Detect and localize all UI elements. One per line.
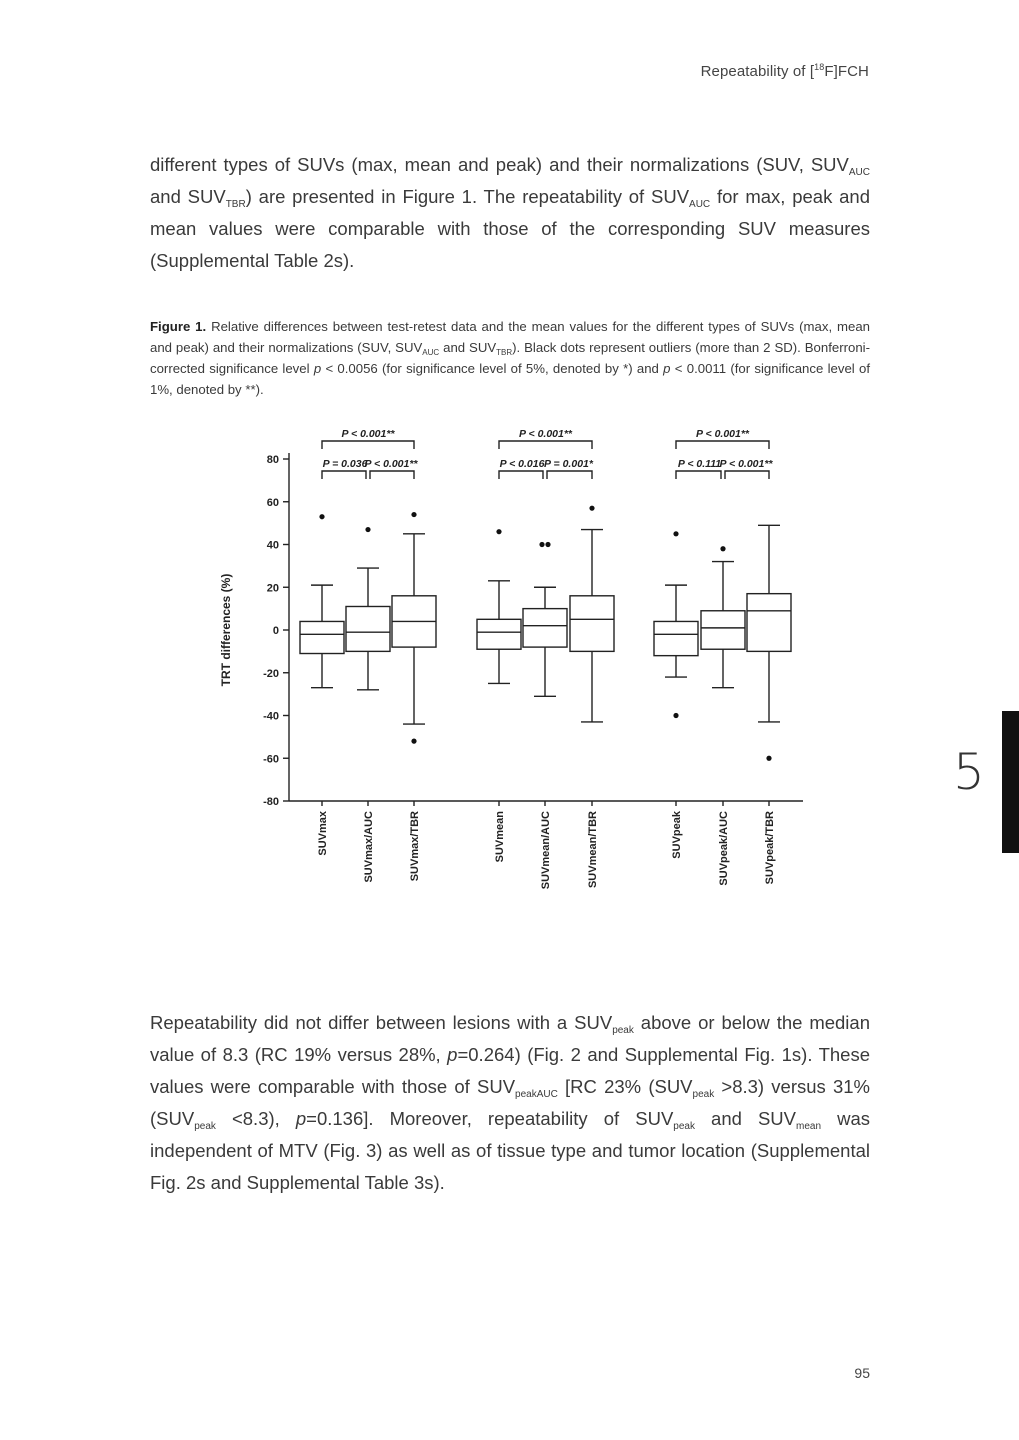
significance-label: P < 0.111 bbox=[677, 458, 722, 470]
significance-bracket bbox=[322, 441, 414, 449]
x-category-label: SUVmean/AUC bbox=[540, 811, 552, 890]
box-iqr bbox=[346, 606, 390, 651]
significance-label: P < 0.001** bbox=[364, 458, 418, 470]
box-iqr bbox=[477, 619, 521, 649]
outlier-dot bbox=[720, 546, 725, 551]
outlier-dot bbox=[496, 529, 501, 534]
box-iqr bbox=[300, 621, 344, 653]
text-run: < 0.0011 (for significance level of 1%, denoted by **). bbox=[150, 361, 870, 397]
subscript: peakAUC bbox=[515, 1089, 558, 1100]
text-run: and SUV bbox=[439, 340, 497, 355]
x-category-label: SUVpeak/AUC bbox=[718, 811, 730, 886]
significance-bracket bbox=[676, 471, 721, 479]
box-iqr bbox=[701, 611, 745, 649]
outlier-dot bbox=[673, 531, 678, 536]
outlier-dot bbox=[545, 542, 550, 547]
y-axis-title: TRT differences (%) bbox=[219, 573, 233, 687]
y-tick-label: -60 bbox=[263, 753, 279, 766]
text-run: >8.3) versus 31% (SUV bbox=[150, 1076, 870, 1129]
page-number: 95 bbox=[854, 1365, 870, 1381]
text-run: above or below the median value of 8.3 (RC 19% versus 28%, bbox=[150, 1012, 870, 1065]
text-run: ) are presented in Figure 1. The repeatability of SUV bbox=[245, 186, 690, 207]
significance-bracket bbox=[322, 471, 366, 479]
subscript: TBR bbox=[496, 348, 513, 357]
text-run: and SUV bbox=[150, 186, 226, 207]
y-tick-label: -80 bbox=[263, 796, 279, 808]
text-run: different types of SUVs (max, mean and peak) and their normalizations (SUV, SUV bbox=[150, 154, 849, 175]
x-category-label: SUVmax/AUC bbox=[363, 811, 375, 883]
subscript: peak bbox=[673, 1121, 695, 1132]
significance-bracket bbox=[370, 471, 414, 479]
outlier-dot bbox=[411, 512, 416, 517]
y-tick-label: 0 bbox=[272, 625, 279, 637]
significance-bracket bbox=[676, 441, 769, 449]
y-tick-label: 40 bbox=[266, 539, 279, 552]
outlier-dot bbox=[673, 713, 678, 718]
italic-p: p bbox=[663, 361, 671, 376]
text-run: and SUV bbox=[694, 1108, 797, 1129]
outlier-dot bbox=[539, 542, 544, 547]
chapter-tab bbox=[1002, 711, 1019, 853]
subscript: mean bbox=[796, 1121, 822, 1132]
significance-label: P < 0.001** bbox=[695, 428, 750, 440]
y-tick-label: 20 bbox=[266, 582, 279, 595]
outlier-dot bbox=[589, 506, 594, 511]
x-category-label: SUVpeak/TBR bbox=[764, 811, 776, 885]
significance-bracket bbox=[547, 471, 592, 479]
text-run: Relative differences between test-retest data and the mean values for the different types of SUVs (max, mean and peak) and their normalizations (SUV, SUV bbox=[150, 319, 870, 355]
subscript: AUC bbox=[422, 348, 440, 357]
text-run: =0.136]. Moreover, repeatability of SUV bbox=[306, 1108, 674, 1129]
chapter-number: 5 bbox=[953, 743, 985, 801]
box-iqr bbox=[654, 621, 698, 655]
running-title-superscript: 18 bbox=[814, 62, 825, 72]
x-category-label: SUVmean bbox=[494, 811, 506, 863]
outlier-dot bbox=[365, 527, 370, 532]
significance-label: P < 0.016 bbox=[499, 458, 545, 470]
y-tick-label: -20 bbox=[263, 667, 279, 680]
text-run: Repeatability did not differ between lesions with a SUV bbox=[150, 1012, 613, 1033]
text-run: < 0.0056 (for significance level of 5%, denoted by *) and bbox=[321, 361, 664, 376]
subscript: peak bbox=[612, 1025, 634, 1036]
text-run: =0.264) (Fig. 2 and Supplemental Fig. 1s). These values were comparable with those of SUV bbox=[150, 1044, 870, 1097]
box-iqr bbox=[747, 594, 791, 652]
text-run: was independent of MTV (Fig. 3) as well as of tissue type and tumor location (Supplemental Fig. 2s and Supplemental Table 3s). bbox=[150, 1108, 870, 1193]
y-tick-label: -40 bbox=[263, 710, 279, 723]
subscript: peak bbox=[194, 1121, 216, 1132]
significance-bracket bbox=[499, 471, 543, 479]
running-title-text: Repeatability of [ bbox=[700, 63, 815, 80]
subscript: peak bbox=[692, 1089, 715, 1100]
significance-bracket bbox=[499, 441, 592, 449]
x-category-label: SUVmean/TBR bbox=[587, 811, 599, 889]
box-iqr bbox=[570, 596, 614, 652]
outlier-dot bbox=[319, 514, 324, 519]
box-iqr bbox=[523, 609, 567, 647]
x-category-label: SUVmax/TBR bbox=[409, 811, 421, 882]
italic-p: p bbox=[313, 361, 322, 376]
significance-label: P = 0.036 bbox=[322, 458, 368, 470]
text-run: [RC 23% (SUV bbox=[557, 1076, 693, 1097]
significance-label: P < 0.001** bbox=[719, 458, 773, 470]
text-run: for max, peak and mean values were comparable with those of the corresponding SUV measures (Supplemental Table 2s). bbox=[150, 186, 870, 271]
outlier-dot bbox=[411, 739, 416, 744]
running-title-text-end: F]FCH bbox=[824, 63, 869, 80]
subscript: AUC bbox=[689, 199, 711, 210]
figure-label: Figure 1. bbox=[150, 319, 207, 334]
y-tick-label: 80 bbox=[266, 454, 279, 466]
significance-label: P = 0.001* bbox=[544, 458, 593, 470]
y-tick-label: 60 bbox=[266, 496, 279, 509]
subscript: TBR bbox=[225, 199, 246, 210]
body-paragraph-2 bbox=[150, 1007, 870, 1199]
outlier-dot bbox=[766, 756, 771, 761]
italic-p: p bbox=[295, 1108, 307, 1129]
significance-label: P < 0.001** bbox=[341, 428, 395, 440]
text-run: ). Black dots represent outliers (more than 2 SD). Bonferroni-corrected significance level bbox=[150, 340, 870, 376]
x-category-label: SUVpeak bbox=[671, 811, 683, 859]
text-run: <8.3), bbox=[215, 1108, 296, 1129]
significance-label: P < 0.001** bbox=[518, 428, 573, 440]
x-category-label: SUVmax bbox=[317, 811, 329, 856]
significance-bracket bbox=[725, 471, 769, 479]
subscript: AUC bbox=[848, 167, 870, 178]
italic-p: p bbox=[447, 1044, 458, 1065]
